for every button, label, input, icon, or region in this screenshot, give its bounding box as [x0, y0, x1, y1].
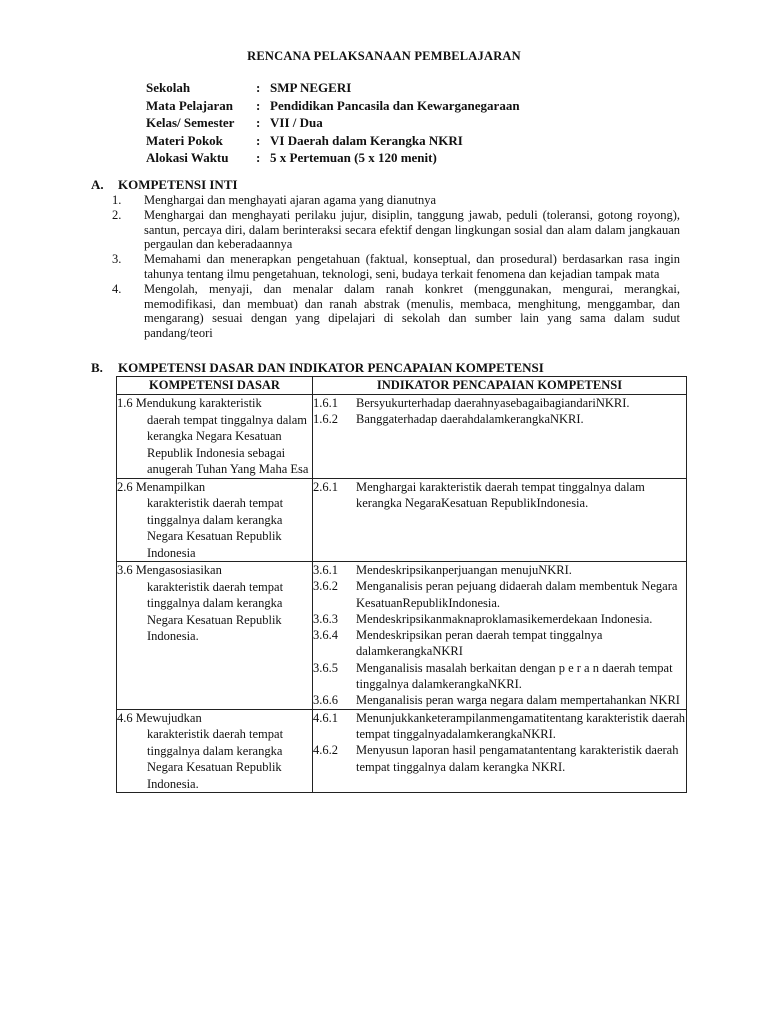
indicator-number: 4.6.1: [313, 710, 338, 725]
list-item-number: 2.: [112, 207, 122, 222]
kd-cell: [117, 562, 313, 710]
indicator-number: 4.6.2: [313, 743, 338, 758]
info-label: Alokasi Waktu: [146, 150, 229, 165]
indicator-number: 3.6.3: [313, 611, 338, 626]
list-item-text: Menghargai dan menghayati ajaran agama yang dianutnya: [144, 193, 437, 207]
indicator-number: 3.6.5: [313, 660, 338, 675]
table-row: [117, 709, 687, 793]
list-item-number: 3.: [112, 252, 122, 267]
list-item: [112, 282, 680, 341]
kd-text: karakteristik daerah tempat tinggalnya dalam kerangka Negara Kesatuan Republik Indonesia: [147, 496, 284, 560]
indicator-item: [313, 611, 686, 627]
indicator-number: 3.6.6: [313, 693, 338, 708]
info-label: Materi Pokok: [146, 132, 223, 148]
info-value: VI Daerah dalam Kerangka NKRI: [270, 132, 463, 148]
kd-heading: 2.6 Menampilkan: [117, 479, 206, 494]
info-colon: :: [256, 115, 261, 130]
info-value: Pendidikan Pancasila dan Kewarganegaraan: [270, 97, 520, 113]
list-item-text: Mengolah, menyaji, dan menalar dalam ranah konkret (menggunakan, mengurai, merangkai, memodifikasi, dan membuat) dan ranah abstrak (menulis, membaca, menghitung, menggambar, dan mengarang) sesuai dengan yang dipelajari di sekolah dan sumber lain yang sama dalam sudut pandang/teori: [144, 281, 680, 341]
indicator-item: [313, 627, 686, 660]
section-b-letter: B.: [91, 360, 103, 375]
indicator-number: 3.6.4: [313, 628, 338, 643]
info-block: [146, 79, 520, 167]
list-item-text: Menghargai dan menghayati perilaku jujur, disiplin, tanggung jawab, peduli (toleransi, gotong royong), santun, percaya diri, dalam berinteraksi secara efektif dengan lingkungan sosial dan alam dalam jangkauan pergaulan dan keberadaannya: [144, 207, 680, 252]
indicator-item: [313, 395, 686, 411]
section-a-title: KOMPETENSI INTI: [118, 177, 238, 192]
indicator-item: [313, 692, 686, 708]
indicator-text: Menganalisis masalah berkaitan dengan p e r a n daerah tempat tinggalnya dalamkerangkaNKRI.: [356, 660, 673, 692]
indicator-text: Banggaterhadap daerahdalamkerangkaNKRI.: [356, 412, 584, 427]
indicator-item: [313, 578, 686, 611]
kd-heading: 1.6 Mendukung karakteristik: [117, 396, 262, 410]
indicator-text: Bersyukurterhadap daerahnyasebagaibagiandariNKRI.: [356, 396, 630, 410]
indicator-item: [313, 411, 686, 427]
info-colon: :: [256, 132, 261, 148]
kd-heading: 4.6 Mewujudkan: [117, 710, 202, 725]
indicator-number: 2.6.1: [313, 479, 338, 494]
info-label: Sekolah: [146, 80, 191, 95]
table-header-row: [117, 377, 687, 395]
list-item-text: Memahami dan menerapkan pengetahuan (faktual, konseptual, dan prosedural) berdasarkan rasa ingin tahunya tentang ilmu pengetahuan, teknologi, seni, budaya terkait fenomena dan kejadian tampak mata: [144, 252, 680, 281]
header-kompetensi-dasar: KOMPETENSI DASAR: [117, 377, 313, 395]
document-title: RENCANA PELAKSANAAN PEMBELAJARAN: [247, 49, 521, 63]
indicator-text: Menyusun laporan hasil pengamatantentang karakteristik daerah tempat tinggalnya dalam kerangka NKRI.: [356, 743, 679, 774]
indicator-text: Menunjukkanketerampilanmengamatitentang karakteristik daerah tempat tinggalnyadalamkerangkaNKRI.: [356, 710, 686, 741]
indicator-item: [313, 710, 686, 743]
header-indikator: INDIKATOR PENCAPAIAN KOMPETENSI: [313, 377, 687, 395]
indicator-text: Mendeskripsikan peran daerah tempat tinggalnya dalamkerangkaNKRI: [356, 628, 603, 659]
kd-indicator-table: [116, 376, 687, 793]
indicator-cell: [313, 709, 687, 793]
indicator-text: Menghargai karakteristik daerah tempat tinggalnya dalam kerangka NegaraKesatuan RepublikIndonesia.: [356, 479, 645, 510]
indicator-number: 3.6.1: [313, 563, 338, 577]
list-item-number: 1.: [112, 193, 122, 207]
section-b-title: KOMPETENSI DASAR DAN INDIKATOR PENCAPAIAN KOMPETENSI: [118, 360, 544, 375]
info-colon: :: [256, 150, 261, 165]
info-row: [146, 132, 520, 150]
info-colon: :: [256, 80, 261, 95]
indicator-text: Mendeskripsikanmaknaproklamasikemerdekaan Indonesia.: [356, 611, 653, 626]
table-row: [117, 395, 687, 479]
kd-cell: [117, 709, 313, 793]
list-item-number: 4.: [112, 281, 122, 296]
indicator-text: Menganalisis peran pejuang didaerah dalam membentuk Negara KesatuanRepublikIndonesia.: [356, 579, 678, 610]
list-item: [112, 252, 680, 282]
indicator-number: 1.6.1: [313, 396, 338, 410]
kompetensi-inti-list: [112, 193, 680, 341]
kd-text: karakteristik daerah tempat tinggalnya dalam kerangka Negara Kesatuan Republik Indonesia.: [147, 579, 284, 643]
info-colon: :: [256, 97, 261, 113]
indicator-number: 3.6.2: [313, 579, 338, 594]
indicator-item: [313, 479, 686, 512]
info-row: [146, 114, 520, 132]
info-label: Mata Pelajaran: [146, 97, 234, 113]
table-row: [117, 562, 687, 710]
indicator-text: Mendeskripsikanperjuangan menujuNKRI.: [356, 563, 572, 577]
info-value: VII / Dua: [270, 115, 323, 130]
info-row: [146, 79, 520, 97]
info-value: SMP NEGERI: [270, 80, 352, 95]
indicator-item: [313, 742, 686, 775]
indicator-cell: [313, 478, 687, 562]
indicator-item: [313, 562, 686, 578]
kd-text: karakteristik daerah tempat tinggalnya dalam kerangka Negara Kesatuan Republik Indonesia.: [147, 727, 284, 791]
list-item: [112, 208, 680, 252]
section-a-letter: A.: [91, 177, 104, 192]
indicator-cell: [313, 562, 687, 710]
indicator-cell: [313, 395, 687, 479]
info-label: Kelas/ Semester: [146, 115, 235, 130]
section-a-heading: [91, 177, 238, 193]
indicator-item: [313, 660, 686, 693]
section-b-heading: [91, 360, 544, 376]
info-row: [146, 97, 520, 115]
list-item: [112, 193, 680, 208]
indicator-text: Menganalisis peran warga negara dalam mempertahankan NKRI: [356, 693, 680, 708]
kd-heading: 3.6 Mengasosiasikan: [117, 563, 222, 577]
kd-text: daerah tempat tinggalnya dalam kerangka Negara Kesatuan Republik Indonesia sebagai anugerah Tuhan Yang Maha Esa: [147, 412, 309, 476]
info-value: 5 x Pertemuan (5 x 120 menit): [270, 150, 437, 165]
kd-cell: [117, 478, 313, 562]
table-row: [117, 478, 687, 562]
kd-cell: [117, 395, 313, 479]
info-row: [146, 149, 520, 167]
indicator-number: 1.6.2: [313, 412, 338, 427]
